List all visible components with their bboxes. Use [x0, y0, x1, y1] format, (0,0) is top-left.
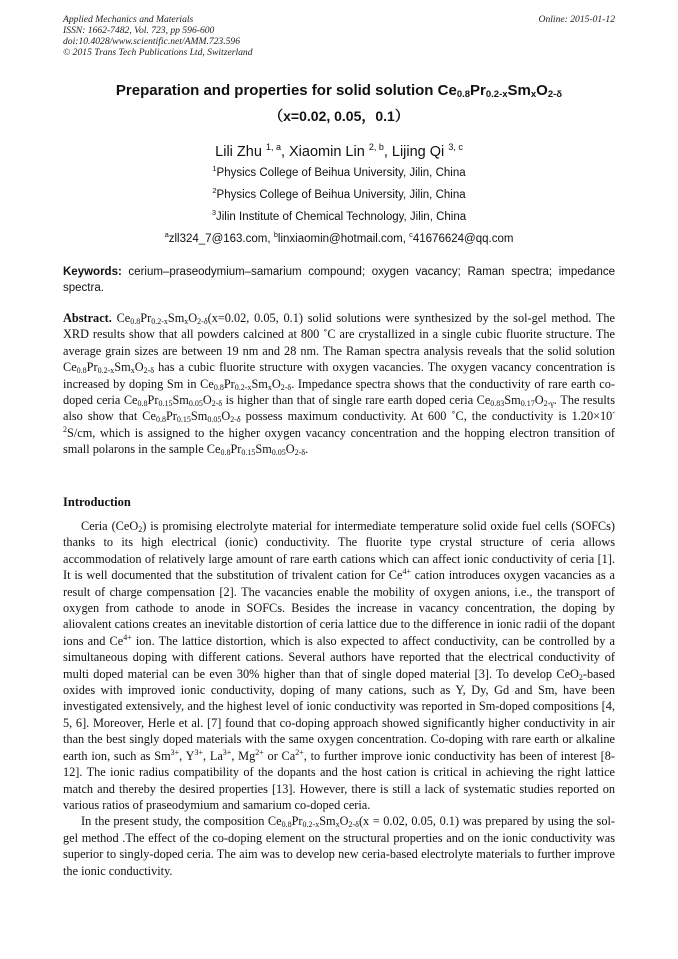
introduction-paragraph-1: Ceria (CeO$_2$) is promising electrolyte material for intermediate temperature solid oxide fuel cells (SOFCs) thanks to its high electrical (ionic) conductivity. The fluorite type crystal structure of ceria allows accommodation of relatively large amount of rare earth cations which can affect ionic conductivity of ceria [1]. It is well documented that the substitution of trivalent cation for $Ce^{4+}$ cation introduces oxygen vacancies as a result of charge compensation [2]. The vacancies enable the mobility of oxygen anions, i.e., the transport of oxygen from cathode to anode in SOFCs. Besides the increase in vacancy concentration, the doping by aliovalent cations creates an inevitable distortion of ceria lattice due to the difference in ionic radii of the dopant ions and $Ce^{4+}$ ion. The lattice distortion, which is also expected to affect conductivity, can be controlled by a simultaneous doping with different cations. Several authors have reported that the electrical conductivity of multi doped material can be even 30% higher than that of single doped material [3]. To develop CeO$_2$-based oxides with improved ionic conductivity, doping of many cations, such as Y, Dy, Gd and Sm, have been investigated extensively, and the highest level of ionic conductivity was reported in Sm-doped compositions [4, 5, 6]. Moreover, Herle et al. [7] found that co-doping approach showed significantly higher conductivity in air than the best singly doped materials with the same oxygen concentration. Co-doping with rare earth or alkaline earth ion, such as $Sm^{3+}$, $Y^{3+}$, $La^{3+}$, $Mg^{2+}$ or $Ca^{2+}$, to further improve ionic conductivity has been of interest [8-12]. The ionic radius compatibility of the dopants and the host cation is critical in achieving the right lattice match and thereby the desired properties [13]. However, there is still a lack of systematic studies reported on various ratios of praseodymium and samarium co-doped ceria.: [63, 519, 616, 812]
affiliation-2: $^2$Physics College of Beihua University, Jilin, China: [212, 186, 466, 201]
journal-copyright: © 2015 Trans Tech Publications Ltd, Switzerland: [63, 47, 253, 58]
affiliation-1: $^1$Physics College of Beihua University, Jilin, China: [212, 164, 466, 179]
journal-doi: doi:10.4028/www.scientific.net/AMM.723.596: [63, 36, 241, 47]
journal-name: Applied Mechanics and Materials: [63, 14, 194, 25]
introduction-paragraph-2: In the present study, the composition $Ce_{0.8}Pr_{0.2-x}Sm_xO_{2-\delta}(x = 0.02$, 0.05, 0.1) was prepared by using the sol-gel method .The effect of the co-doping element on the structural properties and on the ionic conductivity was superior to singly-doped ceria. The aim was to develop new ceria-based electrolyte materials to further improve the ionic conductivity.: [63, 814, 615, 878]
introduction-body: [63, 518, 615, 879]
keywords-label: Keywords:: [63, 266, 122, 278]
affiliation-3: $^3$Jilin Institute of Chemical Technology, Jilin, China: [211, 208, 467, 223]
abstract-label: Abstract.: [63, 311, 112, 325]
paper-title-composition: （x=0.02, 0.05，0.1）: [269, 108, 409, 124]
journal-issn: ISSN: 1662-7482, Vol. 723, pp 596-600: [63, 25, 215, 36]
introduction-heading: Introduction: [63, 495, 131, 509]
online-date: Online: 2015-01-12: [538, 14, 615, 25]
abstract: Abstract. $Ce_{0.8}Pr_{0.2-x}Sm_xO_{2-\delta}(x=0.02$, 0.05, 0.1) solid solutions were synthesized by the sol-gel method. The XRD results show that all powders calcined at 800 ˚C are crystallized in a single cubic fluorite structure. The average grain sizes are between 19 nm and 28 nm. The Raman spectra analysis reveals that the solid solution $Ce_{0.8}Pr_{0.2-x}Sm_xO_{2-\delta}$ has a cubic fluorite structure with oxygen vacancies. The oxygen vacancy concentration is increased by doping Sm in $Ce_{0.8}Pr_{0.2-x}Sm_xO_{2-\delta}$. Impedance spectra shows that the conductivity of rare earth co-doped ceria $Ce_{0.8}Pr_{0.15}Sm_{0.05}O_{2-\delta}$ is higher than that of single rare earth doped ceria $Ce_{0.83}Sm_{0.17}O_{2-\gamma}$. The results also show that $Ce_{0.8}Pr_{0.15}Sm_{0.05}O_{2-\delta}$ possess maximum conductivity. At 600 ˚C, the conductivity is $1.20\times 10^{-2}S/cm$, which is assigned to the higher oxygen vacancy concentration and the hopping electron transition of small polarons in the sample $Ce_{0.8}Pr_{0.15}Sm_{0.05}O_{2-\delta}$.: [63, 311, 616, 458]
journal-header: [63, 14, 253, 58]
paper-title: Preparation and properties for solid solution $Ce_{0.8}Pr_{0.2-x}Sm_xO_{2-\delta}$: [115, 82, 563, 100]
author-list: Lili Zhu $^{1, a}$, Xiaomin Lin $^{2, b}$, Lijing Qi $^{3, c}$: [215, 142, 463, 160]
keywords: [63, 264, 615, 296]
keywords-text: cerium–praseodymium–samarium compound; oxygen vacancy; Raman spectra; impedance spectra.: [63, 266, 615, 294]
author-emails: $^a$zll324_7@163.com, $^b$linxiaomin@hotmail.com, $^c$41676624@qq.com: [164, 230, 514, 245]
